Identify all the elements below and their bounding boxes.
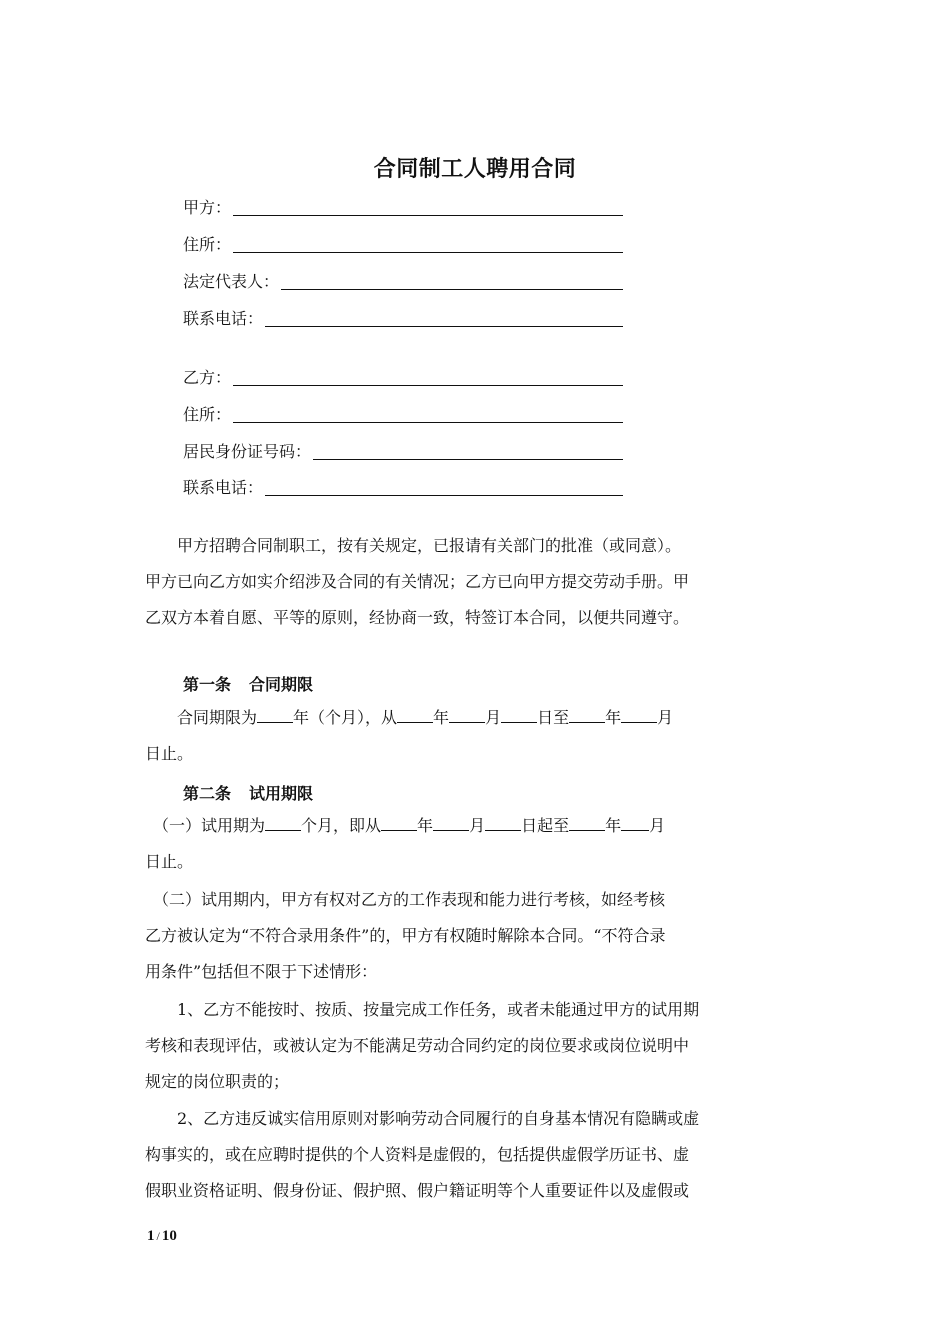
probation-from-label: 个月，即从: [301, 816, 382, 835]
article-1-text: [145, 700, 805, 772]
preamble-line: 乙双方本着自愿、平等的原则，经协商一致，特签订本合同，以便共同遵守。: [145, 608, 690, 627]
article-1-heading: [183, 672, 313, 695]
party-a-phone-field[interactable]: [183, 303, 623, 329]
probation-start-year-blank[interactable]: [381, 816, 417, 831]
month-label: 月: [657, 708, 674, 727]
start-day-blank[interactable]: [501, 708, 537, 723]
item-2-line: 构事实的，或在应聘时提供的个人资料是虚假的，包括提供虚假学历证书、虚: [145, 1145, 690, 1164]
probation-end-year-blank[interactable]: [569, 816, 605, 831]
party-b-name-label: 乙方：: [183, 368, 232, 387]
party-b-address-label: 住所：: [183, 405, 232, 424]
party-a-address-label: 住所：: [183, 235, 232, 254]
party-a-name-label: 甲方：: [183, 198, 232, 217]
article-1-number: 第一条: [183, 675, 232, 694]
probation-start-month-blank[interactable]: [433, 816, 469, 831]
term-unit: 年（个月），从: [293, 708, 398, 727]
probation-months-blank[interactable]: [265, 816, 301, 831]
party-a-address-blank[interactable]: [233, 252, 623, 253]
clause-2-line: 乙方被认定为“不符合录用条件”的，甲方有权随时解除本合同。“不符合录: [145, 926, 666, 945]
end-month-blank[interactable]: [621, 708, 657, 723]
article-2-clause-2: [145, 882, 805, 990]
document-title: 合同制工人聘用合同: [373, 157, 577, 182]
preamble-line: 甲方已向乙方如实介绍涉及合同的有关情况；乙方已向甲方提交劳动手册。甲: [145, 572, 690, 591]
party-b-name-blank[interactable]: [233, 385, 623, 386]
party-a-rep-field[interactable]: [183, 266, 623, 292]
item-1-line: 考核和表现评估，或被认定为不能满足劳动合同约定的岗位要求或岗位说明中: [145, 1036, 690, 1055]
clause-1-line: 日止。: [145, 852, 194, 871]
probation-start-day-blank[interactable]: [485, 816, 521, 831]
party-b-name-field[interactable]: [183, 362, 623, 388]
start-month-blank[interactable]: [449, 708, 485, 723]
party-a-name-field[interactable]: [183, 192, 623, 218]
item-2-line: 假职业资格证明、假身份证、假护照、假户籍证明等个人重要证件以及虚假或: [145, 1181, 690, 1200]
article-2-item-2: [145, 1101, 805, 1209]
party-b-address-field[interactable]: [183, 399, 623, 425]
party-a-rep-label: 法定代表人：: [183, 272, 280, 291]
year-label: 年: [605, 708, 622, 727]
article-2-item-1: [145, 992, 805, 1100]
term-years-blank[interactable]: [257, 708, 293, 723]
end-year-blank[interactable]: [569, 708, 605, 723]
party-a-phone-label: 联系电话：: [183, 309, 264, 328]
clause-2-line: 用条件”包括但不限于下述情形：: [145, 962, 378, 981]
article-2-heading: [183, 781, 313, 804]
clause-1-line: [145, 808, 805, 844]
day-to-label: 日至: [537, 708, 570, 727]
party-b-id-label: 居民身份证号码：: [183, 442, 312, 461]
party-a-name-blank[interactable]: [233, 215, 623, 216]
year-label: 年: [605, 816, 622, 835]
article-2-title: 试用期限: [249, 784, 314, 803]
clause-2-line: （二）试用期内，甲方有权对乙方的工作表现和能力进行考核，如经考核: [145, 890, 666, 909]
item-1-line: 规定的岗位职责的；: [145, 1072, 290, 1091]
party-a-address-field[interactable]: [183, 229, 623, 255]
party-b-id-field[interactable]: [183, 436, 623, 462]
current-page: 1: [147, 1228, 155, 1244]
total-pages: 10: [161, 1228, 177, 1244]
day-to-label: 日起至: [521, 816, 570, 835]
month-label: 月: [649, 816, 666, 835]
page-number: [147, 1228, 177, 1245]
party-b-phone-field[interactable]: [183, 472, 623, 498]
probation-end-month-blank[interactable]: [621, 816, 649, 831]
article-1-line: 日止。: [145, 744, 194, 763]
party-b-id-blank[interactable]: [313, 459, 623, 460]
article-2-number: 第二条: [183, 784, 232, 803]
month-label: 月: [485, 708, 502, 727]
preamble-paragraph: [145, 528, 805, 636]
article-2-clause-1: [145, 808, 805, 880]
party-b-phone-blank[interactable]: [265, 495, 623, 496]
start-year-blank[interactable]: [397, 708, 433, 723]
preamble-line: 甲方招聘合同制职工，按有关规定，已报请有关部门的批准（或同意）。: [145, 536, 682, 555]
term-label: 合同期限为: [177, 708, 258, 727]
article-1-title: 合同期限: [249, 675, 314, 694]
year-label: 年: [417, 816, 434, 835]
item-2-line: 2、乙方违反诚实信用原则对影响劳动合同履行的自身基本情况有隐瞒或虚: [145, 1109, 700, 1128]
party-a-phone-blank[interactable]: [265, 326, 623, 327]
item-1-line: 1、乙方不能按时、按质、按量完成工作任务，或者未能通过甲方的试用期: [145, 1000, 700, 1019]
year-label: 年: [433, 708, 450, 727]
party-b-address-blank[interactable]: [233, 422, 623, 423]
page-separator: /: [156, 1229, 160, 1243]
probation-label: （一）试用期为: [161, 816, 266, 835]
party-b-phone-label: 联系电话：: [183, 478, 264, 497]
party-a-rep-blank[interactable]: [281, 289, 623, 290]
article-1-line: [145, 700, 805, 736]
month-label: 月: [469, 816, 486, 835]
